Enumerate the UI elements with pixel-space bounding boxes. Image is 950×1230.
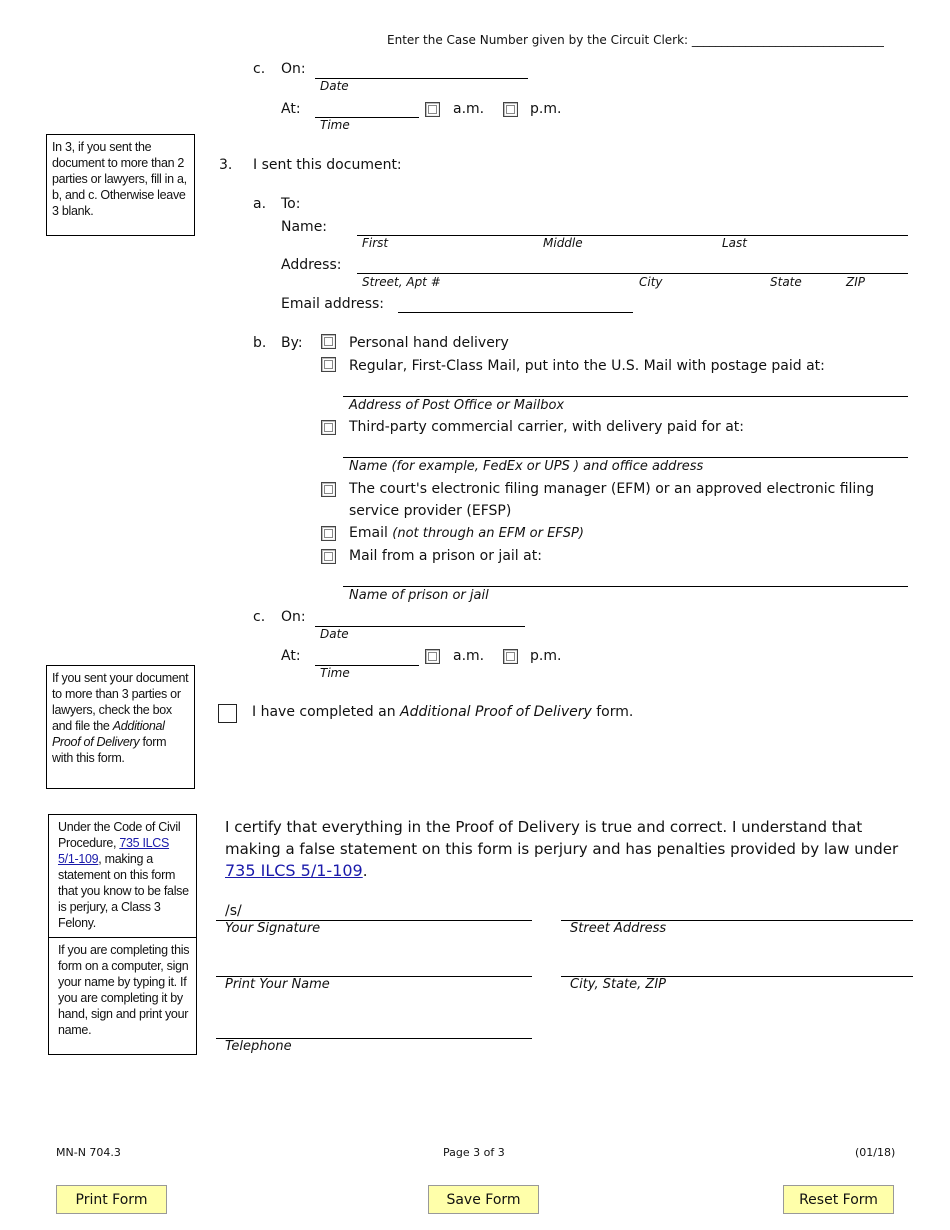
personal-delivery-label: Personal hand delivery <box>349 335 509 351</box>
time-caption: Time <box>320 666 350 680</box>
on-label: On: <box>281 609 306 625</box>
top-c-letter: c. <box>253 61 266 77</box>
section-3-title: I sent this document: <box>253 157 402 173</box>
revision-date: (01/18) <box>855 1146 896 1159</box>
note-signature-instructions: If you are completing this form on a computer, sign your name by typing it. If you are completing it by hand, sign and print your name. <box>48 937 197 1055</box>
date-caption: Date <box>320 627 349 641</box>
zip-caption: ZIP <box>846 275 865 289</box>
state-caption: State <box>770 275 802 289</box>
case-number-label: Enter the Case Number given by the Circuit Clerk: ________________________________ <box>387 33 884 47</box>
recipient-name-field[interactable] <box>357 235 908 236</box>
signature-value: /s/ <box>225 903 242 919</box>
section-3b-letter: b. <box>253 335 267 351</box>
carrier-address-field[interactable] <box>343 457 908 458</box>
top-pm-label: p.m. <box>530 101 562 117</box>
telephone-caption: Telephone <box>225 1039 292 1054</box>
top-pm-checkbox[interactable] <box>503 102 518 117</box>
post-office-caption: Address of Post Office or Mailbox <box>349 398 565 413</box>
address-label: Address: <box>281 257 342 273</box>
section-3c-letter: c. <box>253 609 266 625</box>
note2-italic: Additional Proof of Delivery <box>52 719 165 749</box>
first-class-mail-checkbox[interactable] <box>321 357 336 372</box>
personal-delivery-checkbox[interactable] <box>321 334 336 349</box>
prison-caption: Name of prison or jail <box>349 588 489 603</box>
email-option-note: (not through an EFM or EFSP) <box>392 526 584 541</box>
first-class-mail-label: Regular, First-Class Mail, put into the U.S. Mail with postage paid at: <box>349 358 825 374</box>
print-name-caption: Print Your Name <box>225 977 330 992</box>
am-checkbox[interactable] <box>425 649 440 664</box>
top-date-caption: Date <box>320 79 349 93</box>
certify-statement: I certify that everything in the Proof of Delivery is true and correct. I understand that making a false statement on this form is perjury and has penalties provided by law under <box>225 818 899 858</box>
note-section-3: In 3, if you sent the document to more than 2 parties or lawyers, fill in a, b, and c. Otherwise leave 3 blank. <box>46 134 195 236</box>
top-time-caption: Time <box>320 118 350 132</box>
top-am-label: a.m. <box>453 101 485 117</box>
signature-caption: Your Signature <box>225 921 321 936</box>
am-label: a.m. <box>453 648 485 664</box>
note-additional-proof <box>46 665 195 789</box>
post-office-address-field[interactable] <box>343 396 908 397</box>
note3-statute-link[interactable]: 735 ILCS 5/1-109 <box>58 836 170 866</box>
street-address-caption: Street Address <box>570 921 667 936</box>
efm-label-line1: The court's electronic filing manager (EFM) or an approved electronic filing <box>349 481 875 497</box>
form-id: MN-N 704.3 <box>56 1146 121 1159</box>
section-3-number: 3. <box>219 157 233 173</box>
city-caption: City <box>639 275 663 289</box>
email-option-text: Email <box>349 525 388 541</box>
top-at-label: At: <box>281 101 301 117</box>
print-form-button[interactable]: Print Form <box>56 1185 167 1214</box>
pm-checkbox[interactable] <box>503 649 518 664</box>
first-caption: First <box>362 236 389 250</box>
top-am-checkbox[interactable] <box>425 102 440 117</box>
top-on-label: On: <box>281 61 306 77</box>
save-form-button[interactable]: Save Form <box>428 1185 539 1214</box>
email-option-label <box>349 525 584 541</box>
street-caption: Street, Apt # <box>362 275 441 289</box>
email-checkbox[interactable] <box>321 526 336 541</box>
efm-label-line2: service provider (EFSP) <box>349 503 512 519</box>
pm-label: p.m. <box>530 648 562 664</box>
page-number: Page 3 of 3 <box>443 1146 505 1159</box>
carrier-checkbox[interactable] <box>321 420 336 435</box>
additional-proof-label <box>252 704 633 720</box>
note3-prefix: Under the Code of Civil Procedure, <box>58 820 181 850</box>
note3-suffix: , making a statement on this form that you know to be false is perjury, a Class 3 Felony. <box>58 852 189 930</box>
additional-suffix: form. <box>591 704 634 720</box>
efm-checkbox[interactable] <box>321 482 336 497</box>
additional-prefix: I have completed an <box>252 704 401 720</box>
recipient-email-field[interactable] <box>398 312 633 313</box>
additional-proof-checkbox[interactable] <box>218 704 237 723</box>
middle-caption: Middle <box>543 236 583 250</box>
certify-period: . <box>362 862 368 880</box>
certify-statute-link[interactable]: 735 ILCS 5/1-109 <box>225 861 363 880</box>
reset-form-button[interactable]: Reset Form <box>783 1185 894 1214</box>
at-label: At: <box>281 648 301 664</box>
additional-italic: Additional Proof of Delivery <box>400 704 592 720</box>
certification-text <box>225 816 905 882</box>
carrier-label: Third-party commercial carrier, with delivery paid for at: <box>349 419 745 435</box>
note-perjury <box>48 814 197 938</box>
name-label: Name: <box>281 219 328 235</box>
by-label: By: <box>281 335 303 351</box>
note2-suffix: form with this form. <box>52 735 167 765</box>
recipient-address-field[interactable] <box>357 273 908 274</box>
last-caption: Last <box>722 236 747 250</box>
to-label: To: <box>281 196 301 212</box>
prison-mail-label: Mail from a prison or jail at: <box>349 548 542 564</box>
prison-mail-checkbox[interactable] <box>321 549 336 564</box>
section-3a-letter: a. <box>253 196 267 212</box>
email-label: Email address: <box>281 296 385 312</box>
note2-prefix: If you sent your document to more than 3 parties or lawyers, check the box and file the <box>52 671 189 733</box>
city-state-zip-caption: City, State, ZIP <box>570 977 666 992</box>
prison-name-field[interactable] <box>343 586 908 587</box>
carrier-caption: Name (for example, FedEx or UPS ) and office address <box>349 459 704 474</box>
